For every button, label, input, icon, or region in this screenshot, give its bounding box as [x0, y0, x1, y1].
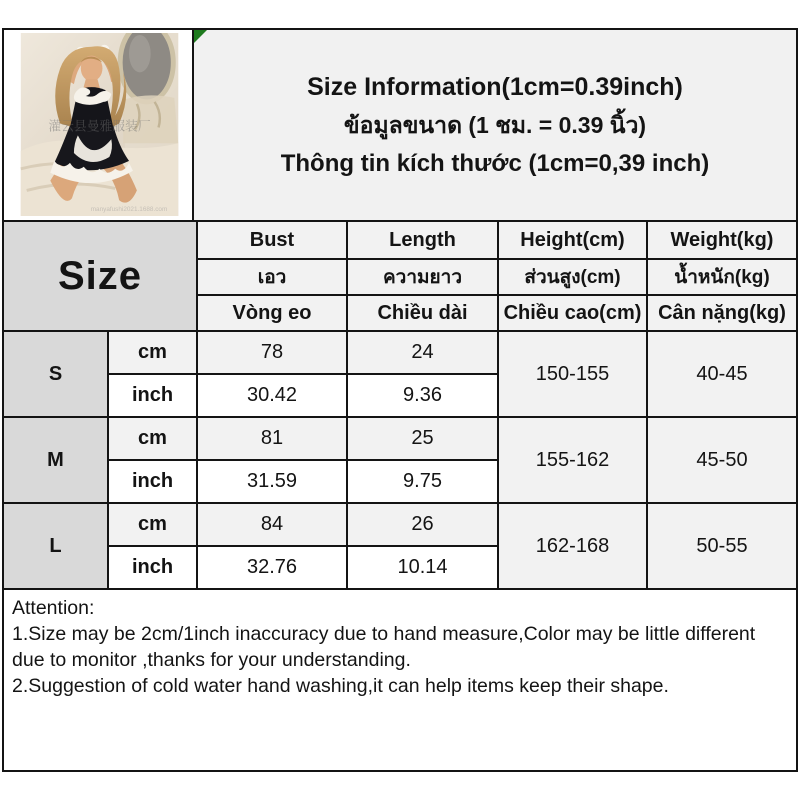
m-height: 155-162: [499, 418, 646, 502]
unit-label-cm-m: cm: [109, 418, 196, 459]
l-height: 162-168: [499, 504, 646, 588]
header-height-vi: Chiều cao(cm): [499, 296, 646, 330]
s-bust-inch: 30.42: [198, 375, 346, 416]
header-length-th: ความยาว: [348, 260, 497, 294]
header-bust-vi: Vòng eo: [198, 296, 346, 330]
l-bust-cm: 84: [198, 504, 346, 545]
attention-note-1: 1.Size may be 2cm/1inch inaccuracy due to hand measure,Color may be little different due to monitor ,thanks for your understanding.: [12, 623, 756, 671]
s-length-inch: 9.36: [348, 375, 497, 416]
s-weight: 40-45: [648, 332, 796, 416]
s-bust-cm: 78: [198, 332, 346, 373]
l-length-inch: 10.14: [348, 547, 497, 588]
l-length-cm: 26: [348, 504, 497, 545]
product-photo-cell: [4, 30, 192, 220]
s-height: 150-155: [499, 332, 646, 416]
header-height-th: ส่วนสูง(cm): [499, 260, 646, 294]
size-label-l: L: [4, 504, 107, 588]
size-table: [4, 222, 796, 588]
unit-label-inch-l: inch: [109, 547, 196, 588]
photo-watermark-center: 灌云县曼雅服装厂: [48, 118, 151, 134]
unit-label-inch-s: inch: [109, 375, 196, 416]
s-length-cm: 24: [348, 332, 497, 373]
size-label-s: S: [4, 332, 107, 416]
m-length-cm: 25: [348, 418, 497, 459]
m-weight: 45-50: [648, 418, 796, 502]
unit-label-inch-m: inch: [109, 461, 196, 502]
photo-watermark-bottom: manyafushi2021.1688.com: [90, 206, 168, 214]
header-length-vi: Chiều dài: [348, 296, 497, 330]
size-label-m: M: [4, 418, 107, 502]
header-height-en: Height(cm): [499, 222, 646, 258]
m-length-inch: 9.75: [348, 461, 497, 502]
attention-heading: Attention:: [12, 597, 95, 619]
title-english: Size Information(1cm=0.39inch): [307, 72, 683, 101]
l-weight: 50-55: [648, 504, 796, 588]
size-column-header: Size: [4, 222, 196, 330]
header-weight-en: Weight(kg): [648, 222, 796, 258]
unit-label-cm-l: cm: [109, 504, 196, 545]
unit-label-cm-s: cm: [109, 332, 196, 373]
mirror-icon: [120, 33, 173, 102]
m-bust-cm: 81: [198, 418, 346, 459]
m-bust-inch: 31.59: [198, 461, 346, 502]
title-thai: ข้อมูลขนาด (1 ชม. = 0.39 นิ้ว): [343, 111, 647, 138]
size-chart-sheet: [2, 28, 798, 772]
header-bust-en: Bust: [198, 222, 346, 258]
header-bust-th: เอว: [198, 260, 346, 294]
header-length-en: Length: [348, 222, 497, 258]
cell-corner-flag-icon: [194, 30, 207, 43]
l-bust-inch: 32.76: [198, 547, 346, 588]
product-photo: [19, 33, 180, 216]
header-weight-vi: Cân nặng(kg): [648, 296, 796, 330]
header-weight-th: น้ำหนัก(kg): [648, 260, 796, 294]
top-section: [4, 30, 796, 220]
attention-note-2: 2.Suggestion of cold water hand washing,it can help items keep their shape.: [12, 675, 669, 697]
attention-section: [4, 590, 796, 770]
title-vietnamese: Thông tin kích thước (1cm=0,39 inch): [280, 149, 710, 177]
title-cell: [194, 30, 796, 220]
